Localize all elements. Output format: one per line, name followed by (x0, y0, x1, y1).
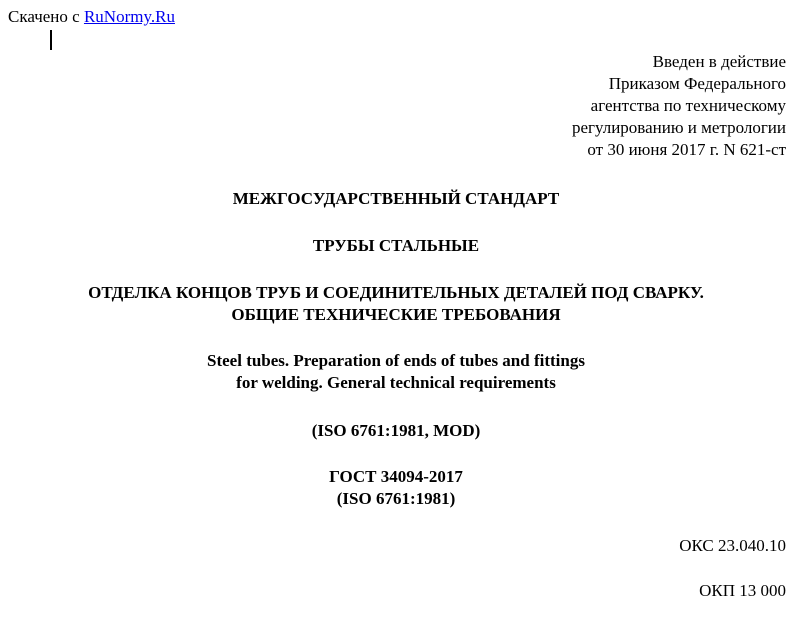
english-title (0, 350, 792, 394)
english-title-line: Steel tubes. Preparation of ends of tubes and fittings (207, 351, 585, 370)
subtitle-line: ОБЩИЕ ТЕХНИЧЕСКИЕ ТРЕБОВАНИЯ (231, 305, 561, 324)
gost-iso-reference: (ISO 6761:1981) (336, 489, 456, 508)
enactment-note (572, 51, 786, 161)
okp-code: ОКП 13 000 (699, 581, 786, 600)
gost-designation (0, 466, 792, 510)
enactment-line: Введен в действие (652, 52, 786, 71)
text-cursor (50, 30, 52, 50)
oks-code: ОКС 23.040.10 (679, 536, 786, 555)
standard-type: МЕЖГОСУДАРСТВЕННЫЙ СТАНДАРТ (232, 189, 560, 208)
enactment-line: агентства по техническому (590, 96, 786, 115)
english-title-line: for welding. General technical requirements (236, 373, 556, 392)
source-line (8, 6, 175, 28)
source-link[interactable]: RuNormy.Ru (83, 7, 175, 26)
subtitle-line: ОТДЕЛКА КОНЦОВ ТРУБ И СОЕДИНИТЕЛЬНЫХ ДЕТАЛЕЙ ПОД СВАРКУ. (88, 283, 704, 302)
enactment-line: от 30 июня 2017 г. N 621-ст (587, 140, 786, 159)
document-title: ТРУБЫ СТАЛЬНЫЕ (312, 236, 480, 255)
enactment-line: Приказом Федерального (608, 74, 786, 93)
source-prefix: Скачено с (8, 7, 84, 26)
document-subtitle (0, 282, 792, 326)
enactment-line: регулированию и метрологии (571, 118, 786, 137)
gost-number: ГОСТ 34094-2017 (329, 467, 463, 486)
iso-modification: (ISO 6761:1981, MOD) (311, 421, 481, 440)
